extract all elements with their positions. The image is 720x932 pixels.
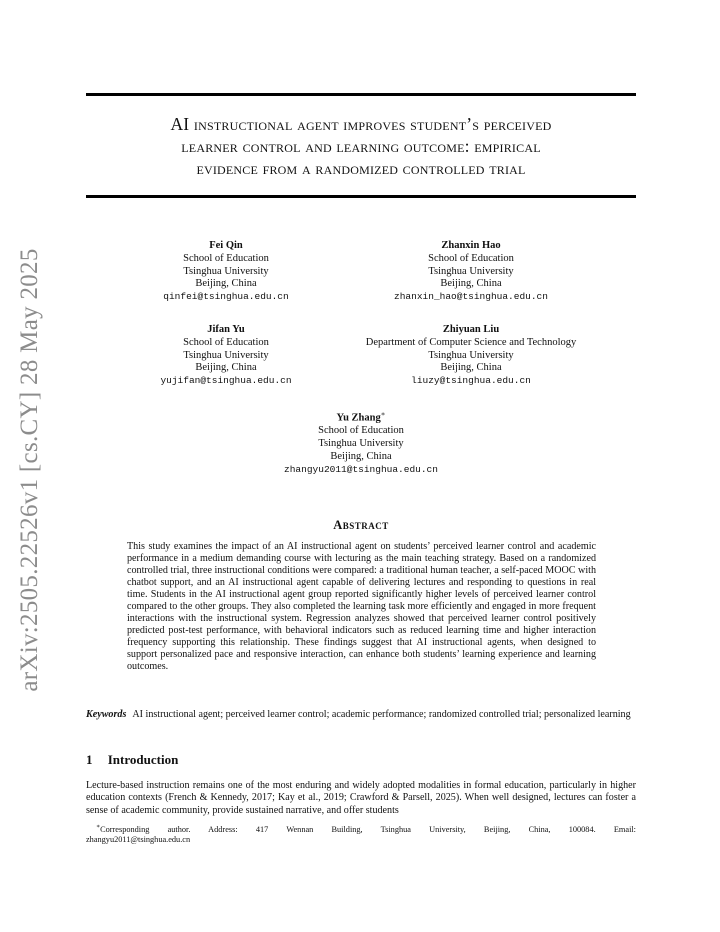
author-location: Beijing, China bbox=[195, 362, 257, 374]
title-line: evidence from a randomized controlled trial bbox=[196, 158, 526, 178]
title-bottom-rule bbox=[86, 195, 636, 198]
author-name: Zhanxin Hao bbox=[441, 240, 501, 251]
abstract-text: This study examines the impact of an AI instructional agent on students’ perceived learner control and academic performance in a medium demanding course with lecturing as the main teaching strategy. Based on a randomized controlled trial, three instructional conditions were compared: a traditional human teacher, a self-paced MOOC with chatbot support, and an AI instructional agent capable of delivering lectures and responding to questions in real time. Students in the AI instructional agent group reported significantly higher levels of perceived learner control compared to the other groups. They also completed the learning task more efficiently and engaged in more frequent interactions with the instructional system. Regression analyzes showed that perceived learner control positively predicted post-test performance, with behavioral indicators such as reduced learning time and higher interaction frequency supporting this relationship. These findings suggest that AI instructional agents, when designed to support personalized pace and responsive interaction, can enhance both students’ learning experience and learning outcomes. bbox=[127, 541, 596, 673]
title-top-rule bbox=[86, 93, 636, 96]
author-university: Tsinghua University bbox=[428, 349, 514, 361]
section-heading bbox=[86, 752, 178, 768]
arxiv-identifier-stamp bbox=[0, 248, 60, 692]
author-location: Beijing, China bbox=[195, 278, 257, 290]
author-department: School of Education bbox=[183, 252, 269, 264]
author-university: Tsinghua University bbox=[428, 265, 514, 277]
footnote-email: zhangyu2011@tsinghua.edu.cn bbox=[86, 834, 191, 844]
keywords-label: Keywords bbox=[86, 709, 127, 720]
author-name: Jifan Yu bbox=[207, 324, 245, 335]
author-location: Beijing, China bbox=[330, 450, 392, 462]
title-line: learner control and learning outcome: empirical bbox=[181, 136, 541, 156]
author-department: School of Education bbox=[183, 336, 269, 348]
author-university: Tsinghua University bbox=[183, 349, 269, 361]
corresponding-author-mark: ∗ bbox=[380, 410, 386, 418]
author-university: Tsinghua University bbox=[183, 265, 269, 277]
author-name: Zhiyuan Liu bbox=[442, 324, 500, 335]
introduction-paragraph: Lecture-based instruction remains one of the most enduring and widely adopted modalities in formal education, particularly in higher education contexts (French & Kennedy, 2017; Kay et al., 2019; Crawford & Parsell, 2025). When well designed, lectures can foster a sense of academic community, provide sustained narrative, and offer students bbox=[86, 780, 636, 816]
author-name: Fei Qin bbox=[209, 240, 243, 251]
abstract-heading: Abstract bbox=[333, 518, 389, 532]
author-department: School of Education bbox=[428, 252, 514, 264]
author-name: Yu Zhang bbox=[336, 412, 381, 424]
author-department: School of Education bbox=[318, 425, 404, 437]
author-location: Beijing, China bbox=[440, 362, 502, 374]
section-number: 1 bbox=[86, 752, 93, 767]
footnote-mark: ∗ bbox=[96, 824, 101, 830]
author-block bbox=[251, 408, 471, 476]
author-block bbox=[116, 324, 336, 388]
author-email: qinfei@tsinghua.edu.cn bbox=[163, 291, 289, 303]
author-email: zhangyu2011@tsinghua.edu.cn bbox=[284, 463, 438, 475]
author-email: zhanxin_hao@tsinghua.edu.cn bbox=[394, 291, 548, 303]
author-name-line bbox=[251, 408, 471, 425]
author-department: Department of Computer Science and Technology bbox=[365, 336, 577, 348]
author-university: Tsinghua University bbox=[318, 438, 404, 450]
author-email: liuzy@tsinghua.edu.cn bbox=[411, 375, 531, 387]
author-block bbox=[136, 240, 316, 304]
keywords-text: AI instructional agent; perceived learner control; academic performance; randomized controlled trial; personalized learning bbox=[132, 709, 631, 720]
arxiv-identifier-text: arXiv:2505.22526v1 [cs.CY] 28 May 2025 bbox=[16, 248, 43, 692]
keywords-line bbox=[86, 709, 636, 721]
title-line: AI instructional agent improves student’s perceived bbox=[170, 114, 552, 134]
footnote-text: Corresponding author. Address: 417 Wennan Building, Tsinghua University, Beijing, China, 100084. Email: bbox=[100, 824, 636, 834]
section-title: Introduction bbox=[107, 752, 179, 767]
footnote-line bbox=[86, 822, 636, 835]
author-location: Beijing, China bbox=[440, 278, 502, 290]
author-email: yujifan@tsinghua.edu.cn bbox=[160, 375, 292, 387]
author-block bbox=[336, 324, 606, 388]
footnote bbox=[86, 822, 636, 845]
paper-title bbox=[86, 113, 636, 179]
author-block bbox=[356, 240, 586, 304]
